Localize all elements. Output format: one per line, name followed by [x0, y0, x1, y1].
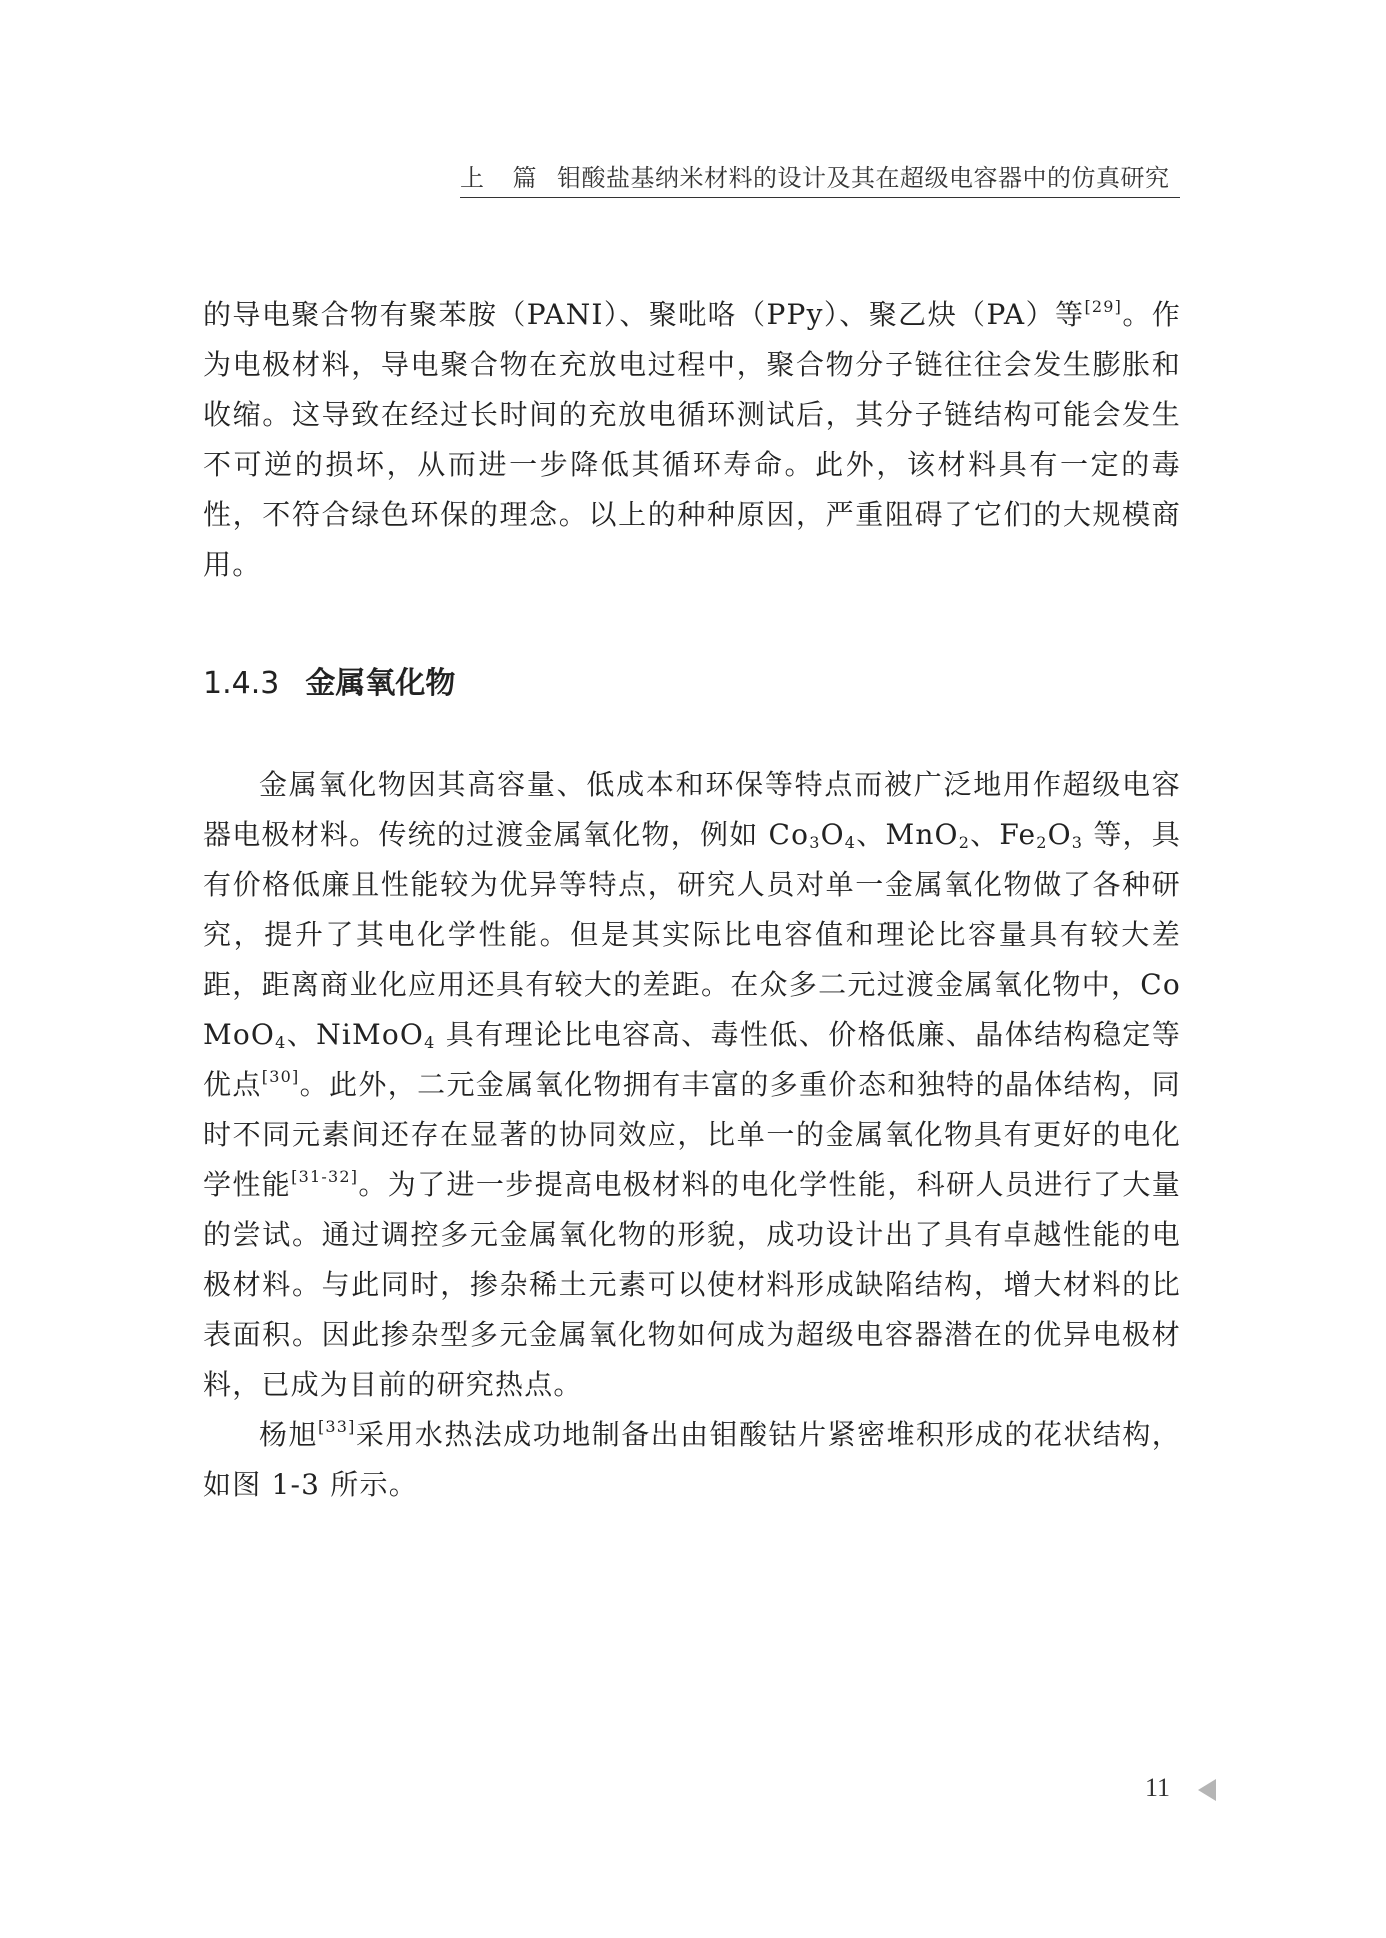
subscript: 2: [1036, 833, 1048, 852]
text-run: 、NiMoO: [286, 1018, 425, 1051]
text-run: 等，具有价格低廉且性能较为优异等特点，研究人员对单一金属氧化物做了各种研究，提升了其电化学性能。但是其实际比电容值和理论比容量具有较大差距，距离商业化应用还具有较大的差距。在众多二元过渡金属氧化物中，CoMoO: [203, 818, 1181, 1051]
text-run: 。此外，二元金属氧化物拥有丰富的多重价态和独特的晶体结构，同时不同元素间还存在显著的协同效应，比单一的金属氧化物具有更好的电化学性能: [203, 1068, 1181, 1201]
paragraph-conducting-polymers: [203, 290, 1181, 590]
part-char-2: 篇: [512, 164, 537, 192]
section-heading: [203, 664, 1181, 704]
section-title: 金属氧化物: [305, 666, 456, 701]
subscript: 4: [275, 1033, 287, 1052]
page-marker-triangle-icon: [1198, 1779, 1216, 1801]
citation-31-32: [31-32]: [291, 1167, 359, 1186]
book-title: 钼酸盐基纳米材料的设计及其在超级电容器中的仿真研究: [557, 164, 1170, 192]
text-run: 杨旭: [259, 1418, 318, 1451]
text-run: 金属氧化物因其高容量、低成本和环保等特点而被广泛地用作超级电容器电极材料。传统的过渡金属氧化物，例如 Co: [203, 768, 1181, 851]
text-run: O: [820, 818, 845, 851]
page-body: [203, 290, 1181, 1510]
subscript: 3: [1071, 833, 1084, 852]
text-run: 采用水热法成功地制备出由钼酸钴片紧密堆积形成的花状结构，如图 1-3 所示。: [203, 1418, 1182, 1501]
paragraph-yang-xu: [203, 1410, 1181, 1510]
subscript: 3: [809, 833, 821, 852]
paragraph-metal-oxides: [203, 760, 1181, 1410]
text-run: 。作为电极材料，导电聚合物在充放电过程中，聚合物分子链往往会发生膨胀和收缩。这导致在经过长时间的充放电循环测试后，其分子链结构可能会发生不可逆的损坏，从而进一步降低其循环寿命。此外，该材料具有一定的毒性，不符合绿色环保的理念。以上的种种原因，严重阻碍了它们的大规模商用。: [203, 298, 1181, 581]
text-run: 具有理论比电容高、毒性低、价格低廉、晶体结构稳定等优点: [203, 1018, 1181, 1101]
text-run: 、Fe: [970, 818, 1037, 851]
subscript: 4: [424, 1033, 436, 1052]
page-number: 11: [1145, 1773, 1171, 1802]
section-number: 1.4.3: [203, 666, 280, 701]
text-run: 、MnO: [856, 818, 959, 851]
text-run: 。为了进一步提高电极材料的电化学性能，科研人员进行了大量的尝试。通过调控多元金属氧化物的形貌，成功设计出了具有卓越性能的电极材料。与此同时，掺杂稀土元素可以使材料形成缺陷结构，增大材料的比表面积。因此掺杂型多元金属氧化物如何成为超级电容器潜在的优异电极材料，已成为目前的研究热点。: [203, 1168, 1181, 1401]
citation-30: [30]: [261, 1067, 300, 1086]
header-rule: [460, 197, 1180, 198]
citation-33: [33]: [317, 1417, 356, 1436]
text-run: O: [1047, 818, 1072, 851]
citation-29: [29]: [1084, 297, 1123, 316]
part-char-1: 上: [460, 164, 485, 192]
part-label: [460, 158, 537, 193]
text-run: 的导电聚合物有聚苯胺（PANI）、聚吡咯（PPy）、聚乙炔（PA）等: [203, 298, 1085, 331]
subscript: 4: [844, 833, 857, 852]
running-header: [460, 158, 1180, 198]
subscript: 2: [958, 833, 971, 852]
